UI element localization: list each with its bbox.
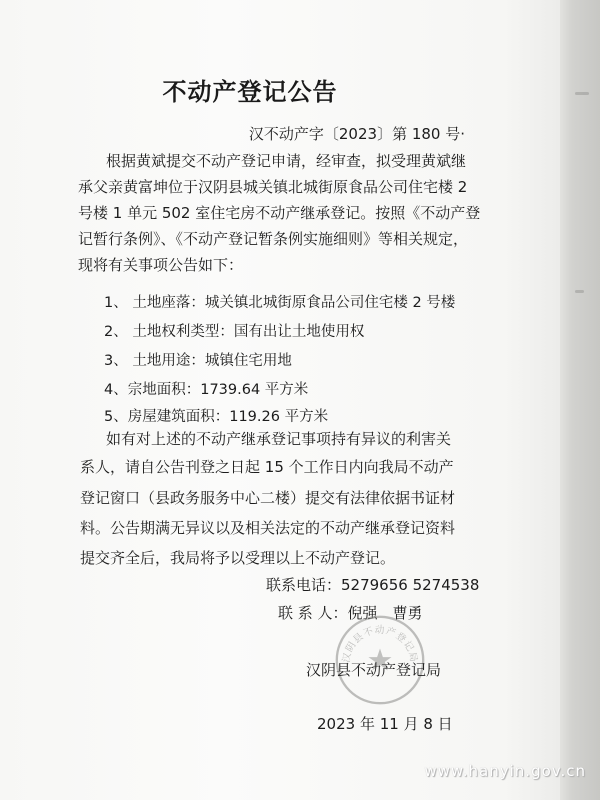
notice-item: 1、 土地座落：城关镇北城街原食品公司住宅楼 2 号楼 <box>104 295 456 311</box>
website-watermark: www.hanyin.gov.cn <box>424 762 586 780</box>
notice-item: 2、 土地权利类型：国有出让土地使用权 <box>104 324 365 340</box>
edge-mark <box>575 92 589 95</box>
notice-item: 5、房屋建筑面积：119.26 平方米 <box>104 409 329 425</box>
closing-line: 提交齐全后，我局将予以受理以上不动产登记。 <box>80 549 396 567</box>
body-line: 号楼 1 单元 502 室住宅房不动产继承登记。按照《不动产登 <box>78 204 481 222</box>
issuer-name: 汉阴县不动产登记局 <box>306 661 442 679</box>
body-line: 记暂行条例》、《不动产登记暂条例实施细则》等相关规定， <box>78 230 469 248</box>
notice-date: 2023 年 11 月 8 日 <box>317 715 453 733</box>
closing-line: 登记窗口（县政务服务中心二楼）提交有法律依据书证材 <box>80 489 456 507</box>
closing-line: 料。公告期满无异议以及相关法定的不动产继承登记资料 <box>80 519 456 537</box>
body-line: 根据黄斌提交不动产登记申请，经审查，拟受理黄斌继 <box>106 152 467 170</box>
closing-line: 如有对上述的不动产继承登记事项持有异议的利害关 <box>106 430 452 448</box>
notice-item: 4、宗地面积：1739.64 平方米 <box>104 382 309 398</box>
closing-line: 系人，请自公告刊登之日起 15 个工作日内向我局不动产 <box>80 458 454 476</box>
notice-title: 不动产登记公告 <box>162 78 338 106</box>
contact-phone: 联系电话：5279656 5274538 <box>266 576 480 594</box>
edge-mark <box>575 290 584 293</box>
seal-text: 汉阴县不动产登记局 <box>340 625 420 664</box>
paper-edge-shadow <box>560 0 600 800</box>
body-line: 承父亲黄富坤位于汉阴县城关镇北城街原食品公司住宅楼 2 <box>78 178 468 196</box>
notice-item: 3、 土地用途：城镇住宅用地 <box>104 353 292 369</box>
contact-person: 联 系 人：倪强 曹勇 <box>278 604 423 622</box>
document-number: 汉不动产字〔2023〕第 180 号· <box>248 125 465 143</box>
body-line: 现将有关事项公告如下： <box>78 256 244 274</box>
